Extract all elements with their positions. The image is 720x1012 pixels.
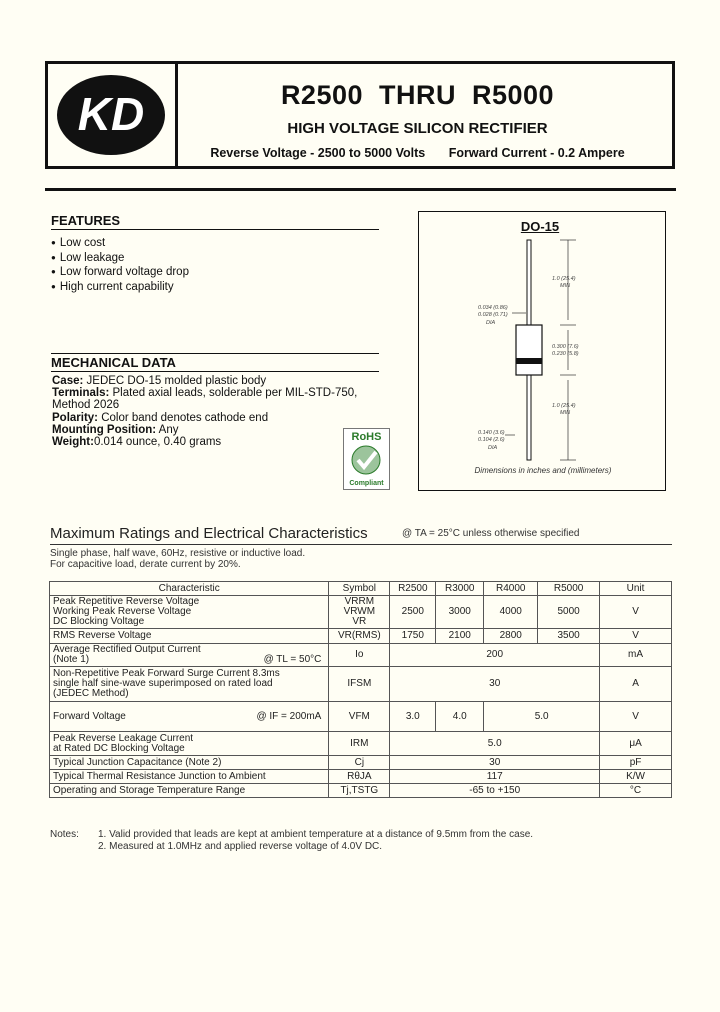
spec-line bbox=[175, 146, 660, 160]
page-subtitle: HIGH VOLTAGE SILICON RECTIFIER bbox=[287, 120, 548, 137]
col-header: R3000 bbox=[436, 582, 484, 596]
polarity-value: Color band denotes cathode end bbox=[98, 411, 269, 424]
dim-lead-dia-2: 0.028 (0.71) bbox=[478, 312, 508, 318]
package-name: DO-15 bbox=[520, 219, 560, 234]
cell-symbol: IRM bbox=[329, 732, 390, 756]
cell-unit: V bbox=[600, 702, 672, 732]
col-header: R2500 bbox=[390, 582, 436, 596]
ratings-note-2: For capacitive load, derate current by 20%. bbox=[50, 559, 241, 570]
dim-lead-top-min: MIN bbox=[560, 283, 571, 289]
features-heading: FEATURES bbox=[51, 213, 379, 230]
features-list bbox=[51, 236, 379, 294]
cell-char: Typical Junction Capacitance (Note 2) bbox=[50, 756, 329, 770]
cell-unit: pF bbox=[600, 756, 672, 770]
cell-value: 30 bbox=[390, 756, 600, 770]
weight-value: 0.014 ounce, 0.40 grams bbox=[93, 436, 222, 449]
cell-symbol: IFSM bbox=[329, 667, 390, 702]
cell-char: Forward Voltage bbox=[53, 710, 126, 722]
mounting-label: Mounting Position: bbox=[52, 423, 157, 436]
cell-char: single half sine-wave superimposed on rated load bbox=[53, 678, 273, 689]
rohs-title: RoHS bbox=[351, 431, 382, 443]
table-row bbox=[50, 644, 672, 667]
cell-char: Peak Repetitive Reverse Voltage bbox=[53, 596, 200, 607]
case-value: JEDEC DO-15 molded plastic body bbox=[83, 375, 267, 387]
cell-char: (JEDEC Method) bbox=[53, 688, 129, 699]
rohs-compliant: Compliant bbox=[349, 480, 384, 487]
dim-body-dia-2: 0.104 (2.6) bbox=[478, 437, 505, 443]
table-row bbox=[50, 596, 672, 629]
col-header: R5000 bbox=[538, 582, 600, 596]
cell-value: 5000 bbox=[538, 596, 600, 629]
cell-symbol: VRRM bbox=[344, 596, 375, 607]
cell-value: 2800 bbox=[484, 629, 538, 644]
rohs-check-icon bbox=[350, 444, 383, 476]
cell-value: 4.0 bbox=[436, 702, 484, 732]
table-header-row bbox=[50, 582, 672, 596]
dimensions-note: Dimensions in inches and (millimeters) bbox=[474, 466, 612, 475]
cell-char: RMS Reverse Voltage bbox=[50, 629, 329, 644]
cell-value: -65 to +150 bbox=[390, 784, 600, 798]
cathode-band bbox=[516, 358, 542, 364]
cell-char: Typical Thermal Resistance Junction to Ambient bbox=[50, 770, 329, 784]
cell-condition: @ TL = 50°C bbox=[263, 654, 322, 665]
mechanical-data bbox=[52, 375, 392, 448]
cell-unit: V bbox=[600, 629, 672, 644]
ratings-note-1: Single phase, half wave, 60Hz, resistive or inductive load. bbox=[50, 548, 306, 559]
cell-symbol: VR bbox=[352, 616, 367, 627]
cell-symbol: VR(RMS) bbox=[329, 629, 390, 644]
cell-char: Non-Repetitive Peak Forward Surge Current 8.3ms bbox=[53, 668, 280, 679]
mechanical-heading: MECHANICAL DATA bbox=[51, 353, 379, 372]
kd-logo bbox=[55, 73, 167, 157]
dim-body-dia-3: DIA bbox=[488, 445, 498, 451]
cell-char: Working Peak Reverse Voltage bbox=[53, 606, 192, 617]
notes-label: Notes: bbox=[50, 829, 79, 840]
cell-value: 2500 bbox=[390, 596, 436, 629]
cell-value: 5.0 bbox=[390, 732, 600, 756]
cell-value: 3.0 bbox=[390, 702, 436, 732]
cell-unit: μA bbox=[600, 732, 672, 756]
lead-top bbox=[527, 240, 531, 325]
cell-value: 4000 bbox=[484, 596, 538, 629]
table-row bbox=[50, 770, 672, 784]
table-row bbox=[50, 732, 672, 756]
col-header: Characteristic bbox=[50, 582, 329, 596]
page-title: R2500 THRU R5000 bbox=[280, 80, 555, 110]
rohs-badge bbox=[343, 428, 390, 490]
diode-body bbox=[516, 325, 542, 375]
cell-unit: °C bbox=[600, 784, 672, 798]
cell-char: Average Rectified Output Current bbox=[53, 644, 201, 655]
dim-lead-top: 1.0 (25.4) bbox=[552, 276, 576, 282]
dim-lead-dia-1: 0.034 (0.86) bbox=[478, 305, 508, 311]
cell-symbol: Tj,TSTG bbox=[329, 784, 390, 798]
terminals-label: Terminals: bbox=[52, 387, 110, 400]
cell-value: 3500 bbox=[538, 629, 600, 644]
mounting-value: Any bbox=[156, 423, 179, 436]
ratings-heading: Maximum Ratings and Electrical Characteristics bbox=[50, 525, 368, 542]
ratings-condition: @ TA = 25°C unless otherwise specified bbox=[402, 528, 580, 539]
note-2: 2. Measured at 1.0MHz and applied reverse voltage of 4.0V DC. bbox=[98, 841, 383, 852]
cell-symbol: Cj bbox=[329, 756, 390, 770]
feature-item: ● Low leakage bbox=[51, 251, 379, 266]
dim-lead-dia-3: DIA bbox=[486, 320, 496, 326]
cell-symbol: Io bbox=[329, 644, 390, 667]
forward-current-spec: Forward Current - 0.2 Ampere bbox=[448, 146, 625, 160]
feature-item: ● High current capability bbox=[51, 280, 379, 295]
dim-lead-bottom-min: MIN bbox=[560, 410, 571, 416]
cell-symbol: RθJA bbox=[329, 770, 390, 784]
cell-value: 5.0 bbox=[484, 702, 600, 732]
header-rule bbox=[45, 188, 676, 191]
logo-text: KD bbox=[77, 88, 145, 140]
ratings-table bbox=[49, 581, 672, 798]
feature-item: ● Low cost bbox=[51, 236, 379, 251]
cell-unit: K/W bbox=[600, 770, 672, 784]
note-1: 1. Valid provided that leads are kept at ambient temperature at a distance of 9.5mm from the case. bbox=[98, 829, 534, 840]
cell-char: (Note 1) bbox=[53, 654, 90, 665]
table-row bbox=[50, 756, 672, 770]
terminals-value-2: Method 2026 bbox=[52, 399, 120, 412]
cell-symbol: VRWM bbox=[343, 606, 376, 617]
table-row bbox=[50, 702, 672, 732]
dim-body-dia-1: 0.140 (3.6) bbox=[478, 430, 505, 436]
cell-unit: V bbox=[600, 596, 672, 629]
cell-condition: @ IF = 200mA bbox=[256, 710, 322, 722]
polarity-label: Polarity: bbox=[52, 411, 99, 424]
ratings-rule bbox=[50, 544, 672, 545]
cell-value: 3000 bbox=[436, 596, 484, 629]
dim-body-len-2: 0.230 (5.8) bbox=[552, 351, 579, 357]
table-row bbox=[50, 629, 672, 644]
cell-value: 2100 bbox=[436, 629, 484, 644]
lead-bottom bbox=[527, 375, 531, 460]
notes bbox=[50, 829, 533, 853]
terminals-value: Plated axial leads, solderable per MIL-STD-750, bbox=[109, 387, 358, 400]
table-row bbox=[50, 667, 672, 702]
col-header: Symbol bbox=[329, 582, 390, 596]
feature-item: ● Low forward voltage drop bbox=[51, 265, 379, 280]
cell-value: 1750 bbox=[390, 629, 436, 644]
cell-unit: A bbox=[600, 667, 672, 702]
reverse-voltage-spec: Reverse Voltage - 2500 to 5000 Volts bbox=[210, 146, 426, 160]
cell-char: at Rated DC Blocking Voltage bbox=[53, 742, 185, 754]
cell-value: 200 bbox=[390, 644, 600, 667]
cell-unit: mA bbox=[600, 644, 672, 667]
cell-char: Operating and Storage Temperature Range bbox=[50, 784, 329, 798]
dim-lead-bottom: 1.0 (25.4) bbox=[552, 403, 576, 409]
case-label: Case: bbox=[52, 375, 84, 387]
package-drawing bbox=[420, 235, 664, 465]
dim-body-len-1: 0.300 (7.6) bbox=[552, 344, 579, 350]
cell-value: 30 bbox=[390, 667, 600, 702]
table-row bbox=[50, 784, 672, 798]
cell-char: Peak Reverse Leakage Current bbox=[53, 732, 194, 744]
cell-value: 117 bbox=[390, 770, 600, 784]
col-header: R4000 bbox=[484, 582, 538, 596]
col-header: Unit bbox=[600, 582, 672, 596]
cell-symbol: VFM bbox=[329, 702, 390, 732]
cell-char: DC Blocking Voltage bbox=[53, 616, 145, 627]
weight-label: Weight: bbox=[52, 436, 94, 449]
